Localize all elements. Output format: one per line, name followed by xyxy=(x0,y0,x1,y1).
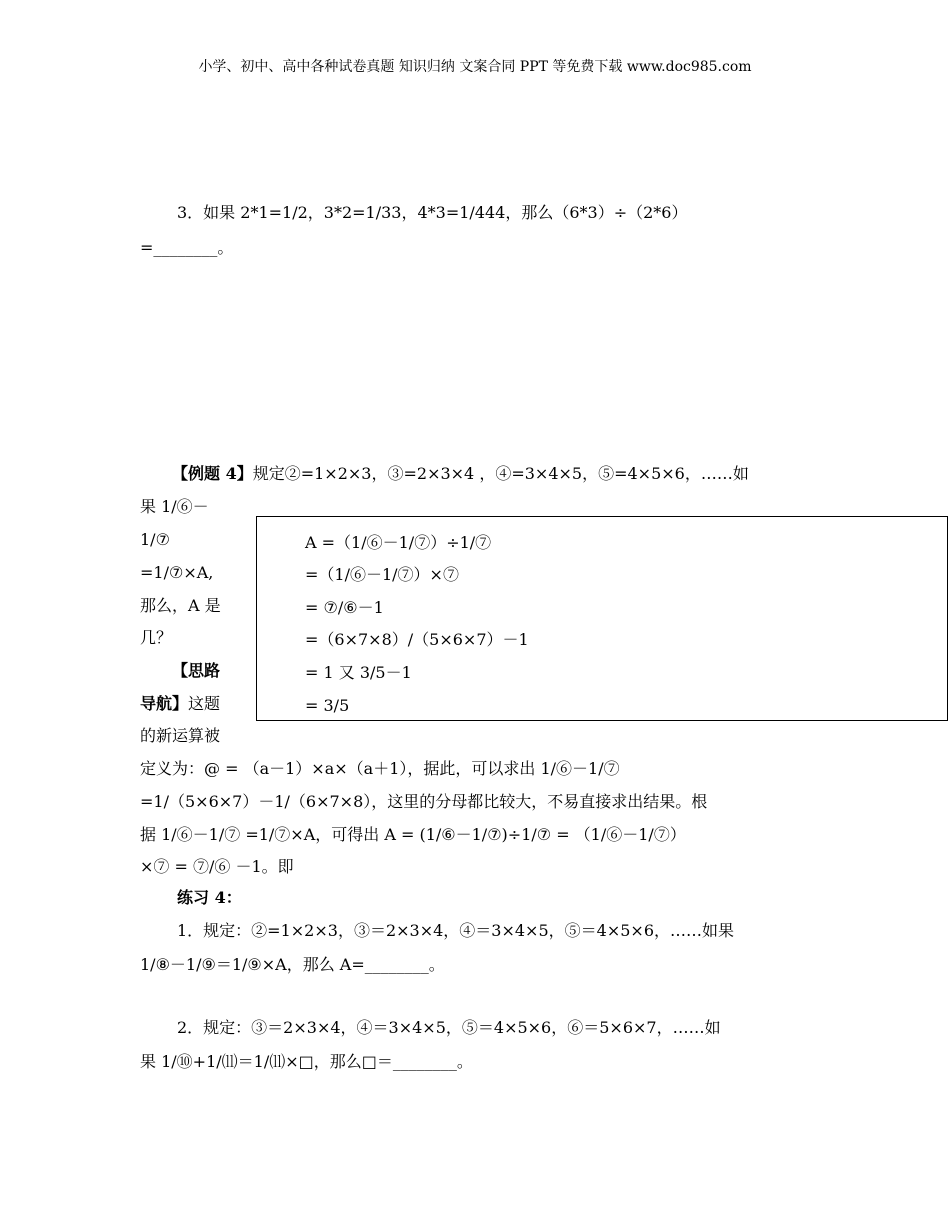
hint-after-title: 这题 xyxy=(188,694,221,713)
practice-4-title: 练习 4： xyxy=(177,888,242,907)
solution-line-5: = 1 又 3/5－1 xyxy=(305,663,412,682)
practice-q2-line-1: 2．规定：③＝2×3×4，④＝3×4×5，⑤＝4×5×6，⑥＝5×6×7，……如 xyxy=(177,1018,721,1037)
solution-line-3: = ⑦/⑥－1 xyxy=(305,598,384,617)
hint-line-4: 定义为：@ = （a－1）×a×（a＋1），据此，可以求出 1/⑥－1/⑦ xyxy=(140,759,620,778)
solution-line-2: =（1/⑥－1/⑦）×⑦ xyxy=(305,565,459,584)
example-4-side-line-3: =1/⑦×A, xyxy=(140,563,214,582)
example-4-side-line-4: 那么，A 是 xyxy=(140,596,221,615)
practice-q2-line-2: 果 1/⑩+1/⑾＝1/⑾×□，那么□＝________。 xyxy=(140,1052,473,1071)
hint-title-line xyxy=(140,694,220,714)
solution-line-1: A =（1/⑥－1/⑦）÷1/⑦ xyxy=(305,533,492,552)
example-4-side-line-2: 1/⑦ xyxy=(140,530,170,549)
example-4-side-line-1: 果 1/⑥－ xyxy=(140,497,209,516)
hint-line-7: ×⑦ = ⑦/⑥ －1。即 xyxy=(140,857,294,876)
practice-q1-line-2: 1/⑧－1/⑨＝1/⑨×A，那么 A=________。 xyxy=(140,955,445,974)
hint-line-5: =1/（5×6×7）－1/（6×7×8），这里的分母都比较大，不易直接求出结果。根 xyxy=(140,792,708,811)
practice-q1-line-1: 1．规定：②=1×2×3，③＝2×3×4，④＝3×4×5，⑤＝4×5×6，……如果 xyxy=(177,921,734,940)
solution-box xyxy=(256,516,948,721)
example-4-heading xyxy=(172,464,749,484)
solution-line-4: =（6×7×8）/（5×6×7）－1 xyxy=(305,630,529,649)
hint-title-part-1: 【思路 xyxy=(172,661,221,680)
hint-line-6: 据 1/⑥－1/⑦ =1/⑦×A，可得出 A = (1/⑥－1/⑦)÷1/⑦ = （1/⑥－1/⑦） xyxy=(140,825,686,844)
problem-3-line-1: 3．如果 2*1=1/2，3*2=1/33，4*3=1/444，那么（6*3）÷（2*6） xyxy=(177,203,688,222)
solution-line-6: = 3/5 xyxy=(305,696,350,715)
example-4-side-line-5: 几？ xyxy=(140,628,173,647)
hint-line-3: 的新运算被 xyxy=(140,726,221,745)
example-4-rule: 规定②=1×2×3，③=2×3×4 ，④=3×4×5，⑤=4×5×6，……如 xyxy=(252,464,749,483)
page-header: 小学、初中、高中各种试卷真题 知识归纳 文案合同 PPT 等免费下载 www.doc985.com xyxy=(198,59,752,75)
problem-3-line-2: =________。 xyxy=(140,238,234,257)
example-4-title: 【例题 4】 xyxy=(172,464,253,483)
hint-title-part-2: 导航】 xyxy=(140,694,189,713)
